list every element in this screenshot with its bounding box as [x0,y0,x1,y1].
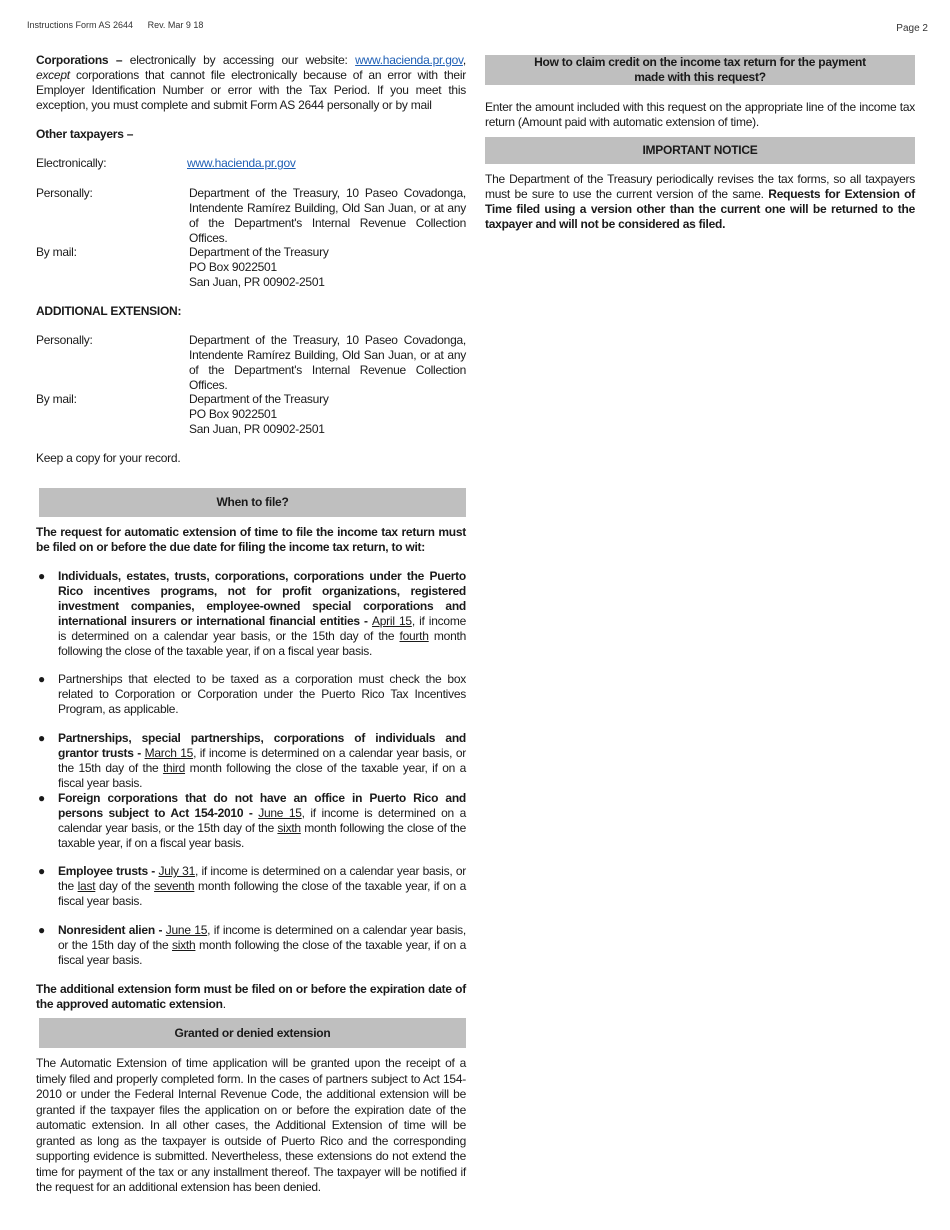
when-intro: The request for automatic extension of time to file the income tax return must be filed on or before the due date for filing the income tax return, to wit: [36,525,466,554]
corporations-text-1: electronically by accessing our website: [122,53,356,67]
corporations-paragraph [36,53,466,113]
electronically-label: Electronically: [36,156,107,170]
bullet-nonresident-alien [36,923,466,968]
mail-line-3: San Juan, PR 00902-2501 [189,275,325,289]
bullet-text: Partnerships that elected to be taxed as a corporation must check the box related to Corporation or Corporation under the Puerto Rico Tax Incentives Program, as applicable. [58,672,466,716]
revision-date: Rev. Mar 9 18 [147,20,204,30]
additional-personally-label: Personally: [36,333,93,347]
bullet-partnerships [36,731,466,791]
bullet-icon: ● [38,672,45,686]
note-period: . [222,997,226,1011]
additional-extension-note [36,982,466,1012]
month-ordinal: seventh [154,879,195,893]
corporations-except: except [36,68,70,82]
when-to-file-heading: When to file? [39,488,466,517]
last-day: last [77,879,96,893]
page-number: Page 2 [896,23,928,34]
claim-credit-heading [485,55,915,85]
month-ordinal: sixth [172,938,196,952]
bullet-icon: ● [38,864,45,878]
due-date: March 15 [144,746,194,760]
important-notice-text [485,172,915,232]
form-name: Instructions Form AS 2644 [27,20,134,30]
bullet-bold: Employee trusts - [58,864,159,878]
bullet-text: , if income is determined on a calendar year basis, or the 15th day of the [58,746,466,775]
granted-paragraph: The Automatic Extension of time application will be granted upon the receipt of a timely filed and properly completed form. In the cases of partners subject to Act 154-2010 or under the Federal Internal Revenue Code, the additional extension will be granted if the taxpayer files the application on or before the expiration date of the automatic extension. In all other cases, the Additional Extension of time will be granted as long as the taxpayer is outside of Puerto Rico and the corresponding supporting evidence is submitted. Nevertheless, these extensions do not extend the time for payment of the tax or any installment thereof. The taxpayer will be notified if the request for an additional extension has been denied. [36,1056,466,1194]
mail-address [189,245,466,290]
bullet-icon: ● [38,569,45,583]
additional-extension-heading: ADDITIONAL EXTENSION: [36,304,182,318]
bullet-bold: Individuals, estates, trusts, corporations, corporations under the Puerto Rico incentives programs, not for profit organizations, registered investment companies, employee-owned special corporations and international insurers or international financial entities - [58,569,466,628]
month-ordinal: third [162,761,186,775]
due-date: June 15 [258,806,302,820]
bullet-text: , if income is determined on a calendar year basis, or the 15th day of the [58,614,466,643]
form-title [27,20,203,30]
bullet-text: month following the close of the taxable year, if on a fiscal year basis. [58,821,466,850]
claim-credit-text: Enter the amount included with this request on the appropriate line of the income tax return (Amount paid with automatic extension of time). [485,100,915,129]
notice-text: The Department of the Treasury periodically revises the tax forms, so all taxpayers must be sure to use the current version of the same. [485,172,915,201]
mail-line-1: Department of the Treasury [189,245,329,259]
keep-copy-note: Keep a copy for your record. [36,451,181,465]
bullet-text: month following the close of the taxable year, if on a fiscal year basis. [58,629,467,658]
important-notice-heading: IMPORTANT NOTICE [485,137,915,164]
corporations-text-3: corporations that cannot file electronically because of an error with their Employer Identification Number or error with the Tax Period. If you meet this exception, you must complete and submit Form AS 2644 personally or by mail [36,68,466,112]
by-mail-label: By mail: [36,245,77,259]
month-ordinal: fourth [399,629,429,643]
granted-heading: Granted or denied extension [39,1018,466,1048]
bullet-foreign-corporations [36,791,466,851]
bullet-partnerships-corporation [36,672,466,717]
bullet-icon: ● [38,731,45,745]
bullet-icon: ● [38,923,45,937]
claim-heading-line-2: made with this request? [634,70,766,84]
hacienda-link[interactable]: www.hacienda.pr.gov [355,53,463,67]
bullet-employee-trusts [36,864,466,909]
due-date: June 15 [165,923,208,937]
corporations-label: Corporations – [36,53,123,67]
electronically-link[interactable]: www.hacienda.pr.gov [187,156,296,170]
other-taxpayers-heading: Other taxpayers – [36,127,134,141]
bullet-text: , if income is determined on a calendar year basis, or the [58,864,466,893]
personally-label: Personally: [36,186,93,200]
mail-line-2: PO Box 9022501 [189,260,277,274]
additional-mail-line-3: San Juan, PR 00902-2501 [189,422,325,436]
personally-address: Department of the Treasury, 10 Paseo Covadonga, Intendente Ramírez Building, Old San Juan, or at any of the Department's Internal Revenue Collection Offices. [189,186,466,245]
additional-note-text: The additional extension form must be filed on or before the expiration date of the approved automatic extension [36,982,466,1011]
due-date: July 31 [158,864,196,878]
bullet-text: month following the close of the taxable year, if on a fiscal year basis. [58,761,466,790]
bullet-bold: Partnerships, special partnerships, corporations of individuals and grantor trusts - [58,731,466,760]
additional-by-mail-label: By mail: [36,392,77,406]
bullet-text: day of the [95,879,155,893]
bullet-text: , if income is determined on a calendar year basis, or the 15th day of the [58,806,466,835]
bullet-text: month following the close of the taxable year, if on a fiscal year basis. [58,938,467,967]
claim-heading-line-1: How to claim credit on the income tax return for the payment [534,55,866,69]
month-ordinal: sixth [277,821,301,835]
bullet-bold: Foreign corporations that do not have an office in Puerto Rico and persons subject to Act 154-2010 - [58,791,466,820]
bullet-text: , if income is determined on a calendar year basis, or the 15th day of the [58,923,467,952]
additional-mail-line-2: PO Box 9022501 [189,407,277,421]
bullet-individuals [36,569,466,659]
bullet-text: month following the close of the taxable year, if on a fiscal year basis. [58,879,467,908]
additional-mail-address [189,392,466,437]
corporations-text-2: , [462,53,466,67]
bullet-icon: ● [38,791,45,805]
additional-mail-line-1: Department of the Treasury [189,392,329,406]
due-date: April 15 [372,614,412,628]
bullet-bold: Nonresident alien - [58,923,166,937]
additional-personally-address: Department of the Treasury, 10 Paseo Covadonga, Intendente Ramírez Building, Old San Juan, or at any of the Department's Internal Revenue Collection Offices. [189,333,466,392]
notice-bold-text: Requests for Extension of Time filed using a version other than the current one will be returned to the taxpayer and will not be considered as filed. [485,187,916,231]
